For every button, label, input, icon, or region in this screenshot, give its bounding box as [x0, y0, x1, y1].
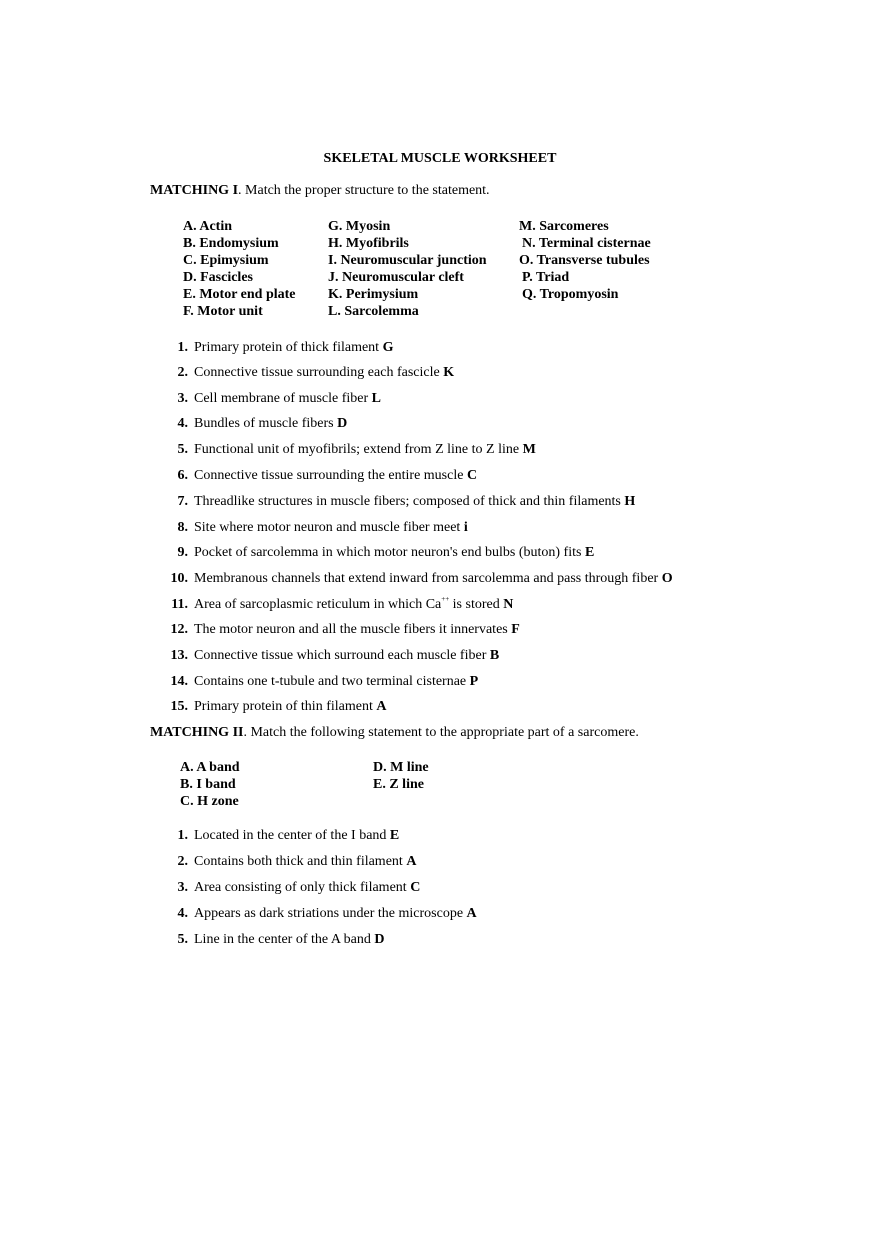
- matching2-label: MATCHING II: [150, 725, 244, 740]
- option-item: C. H zone: [180, 794, 239, 809]
- option-item: B. Endomysium: [183, 236, 279, 251]
- worksheet-page: SKELETAL MUSCLE WORKSHEET MATCHING I. Match the proper structure to the statement. A. Actin B. Endomysium C. Epimysium D. Fascicles E. Motor end plate F. Motor unit G. Myosin H. Myofibrils I. Neuromuscular junction J. Neuromuscular cleft K. Perimysium L. Sarcolemma M. Sarcomeres N. Terminal cisternae O. Transverse tubules P. Triad Q. Tropomyosin 1. Primary protein of thick filament G 2. Connective tissue surrounding each fascicle K 3. Cell membrane of muscle fiber L 4. Bundles of muscle fibers D 5. Functional unit of myofibrils; extend from Z line to Z line M 6. Connective tissue surrounding the entire muscle C 7. Threadlike structures in muscle fibers; composed of thick and thin filaments H 8. Site where motor neuron and muscle fiber meet i 9. Pocket of sarcolemma in which motor neuron's end bulbs (buton) fits E 10. Membranous channels that extend inward from sarcolemma and pass through fiber O 11. Area of sarcoplasmic reticulum in which Ca++ is stored N 12. The motor neuron and all the muscle fibers it innervates F 13. Connective tissue which surround each muscle fiber B 14. Contains one t-tubule and two terminal cisternae P 15. Primary protein of thin filament A MATCHING II. Match the following statement to the appropriate part of a sarcomere. A. A band B. I band C. H zone D. M line E. Z line 1. Located in the center of the I band E 2. Contains both thick and thin filament A 3. Area consisting of only thick filament C 4. Appears as dark striations under the microscope A 5. Line in the center of the A band D: [0, 0, 880, 1247]
- option-item: D. Fascicles: [183, 270, 253, 285]
- matching1-label: MATCHING I: [150, 183, 239, 198]
- answer: D: [374, 932, 385, 947]
- option-item: L. Sarcolemma: [328, 304, 419, 319]
- answer: E: [389, 828, 400, 843]
- answer: N: [503, 597, 514, 612]
- answer: E: [584, 545, 595, 560]
- answer: i: [463, 520, 468, 535]
- option-item: A. Actin: [183, 219, 232, 234]
- option-item: F. Motor unit: [183, 304, 263, 319]
- answer: A: [466, 906, 477, 921]
- matching2-heading: [150, 725, 639, 741]
- page-title: SKELETAL MUSCLE WORKSHEET: [323, 151, 557, 166]
- option-item: H. Myofibrils: [328, 236, 409, 251]
- option-item: A. A band: [180, 760, 240, 775]
- option-item: D. M line: [373, 760, 429, 775]
- matching1-instruction: . Match the proper structure to the statement.: [238, 183, 490, 198]
- matching2-instruction: . Match the following statement to the appropriate part of a sarcomere.: [243, 725, 639, 740]
- answer: L: [371, 391, 382, 406]
- answer: P: [469, 674, 479, 689]
- option-item: I. Neuromuscular junction: [328, 253, 487, 268]
- answer: O: [661, 571, 673, 586]
- answer: K: [443, 365, 455, 380]
- answer: A: [376, 699, 387, 714]
- option-item: N. Terminal cisternae: [522, 236, 651, 251]
- option-item: E. Motor end plate: [183, 287, 296, 302]
- answer: G: [382, 340, 394, 355]
- answer: C: [466, 468, 478, 483]
- option-item: E. Z line: [373, 777, 424, 792]
- option-item: K. Perimysium: [328, 287, 419, 302]
- option-item: J. Neuromuscular cleft: [328, 270, 464, 285]
- answer: F: [511, 622, 520, 637]
- option-item: G. Myosin: [328, 219, 391, 234]
- answer: H: [624, 494, 636, 509]
- option-item: P. Triad: [522, 270, 570, 285]
- answer: B: [489, 648, 500, 663]
- answer: A: [406, 854, 417, 869]
- answer: M: [522, 442, 536, 457]
- answer: C: [410, 880, 421, 895]
- answer: D: [337, 416, 348, 431]
- option-item: O. Transverse tubules: [519, 253, 650, 268]
- option-item: C. Epimysium: [183, 253, 269, 268]
- option-item: B. I band: [180, 777, 236, 792]
- option-item: Q. Tropomyosin: [522, 287, 619, 302]
- matching1-heading: [150, 183, 490, 199]
- option-item: M. Sarcomeres: [519, 219, 609, 234]
